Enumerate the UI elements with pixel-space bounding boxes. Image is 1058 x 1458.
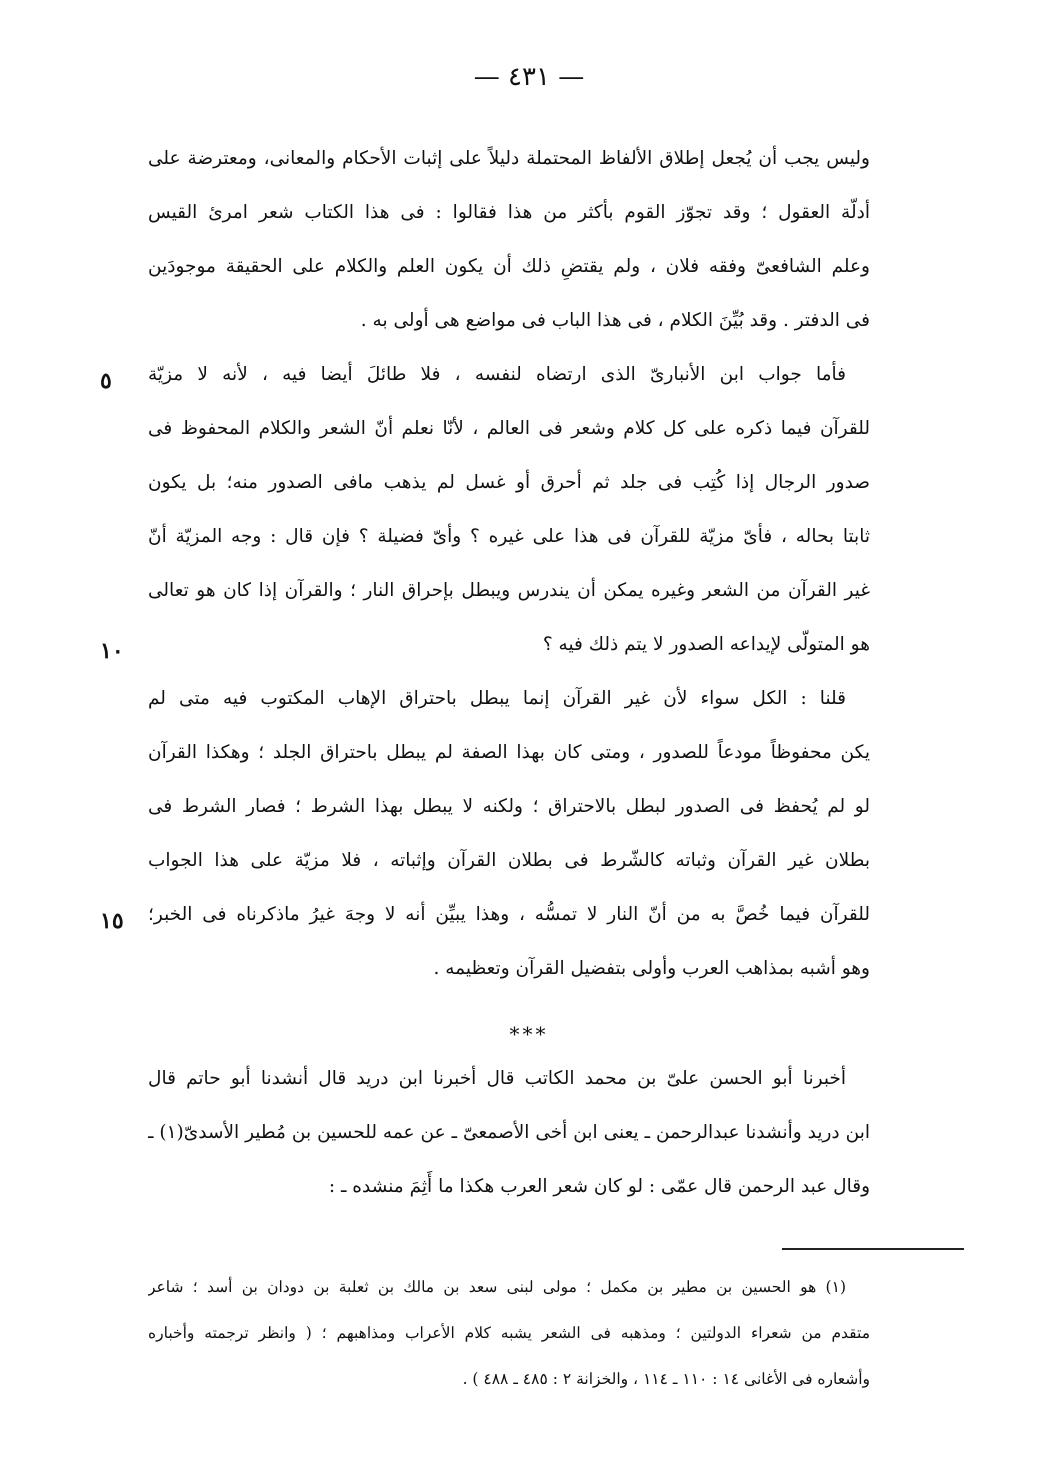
text-line: وعلم الشافعىّ وفقه فلان ، ولم يقتضِ ذلك أن يكون العلم والكلام على الحقيقة موجودَين [148, 256, 870, 277]
text-line: أدلّة العقول ؛ وقد تجوّز القوم بأكثر من هذا فقالوا : فى هذا الكتاب شعر امرئ القيس [148, 202, 870, 223]
text-line: يكن محفوظاً مودعاً للصدور ، ومتى كان بهذا الصفة لم يبطل باحتراق الجلد ؛ وهكذا القرآن [148, 742, 870, 763]
text-line: قلنا : الكل سواء لأن غير القرآن إنما يبطل باحتراق الإهاب المكتوب فيه متى لم [148, 688, 846, 709]
text-line: هو المتولّى لإيداعه الصدور لا يتم ذلك فيه ؟ [542, 634, 870, 655]
line-number-10: ١٠ [100, 638, 124, 664]
text-line: وليس يجب أن يُجعل إطلاق الألفاظ المحتملة دليلاً على إثبات الأحكام والمعانى، ومعترضة على [148, 148, 870, 169]
line-number-15: ١٥ [100, 908, 124, 934]
text-line: ثابتا بحاله ، فأىّ مزيّة للقرآن فى هذا على غيره ؟ وأىّ فضيلة ؟ فإن قال : وجه المزيّة أنّ [148, 526, 870, 547]
text-line: غير القرآن من الشعر وغيره يمكن أن يندرس ويبطل بإحراق النار ؛ والقرآن إذا كان هو تعالى [148, 580, 870, 601]
footnote-line: (١) هو الحسين بن مطير بن مكمل ؛ مولى لبنى سعد بن مالك بن ثعلبة بن دودان بن أسد ؛ شاعر [148, 1278, 846, 1296]
text-line: صدور الرجال إذا كُتِب فى جلد ثم أحرق أو غسل لم يذهب مافى الصدور منه؛ بل يكون [148, 472, 870, 493]
text-line: أخبرنا أبو الحسن علىّ بن محمد الكاتب قال أخبرنا ابن دريد قال أنشدنا أبو حاتم قال [148, 1068, 846, 1089]
text-line: للقرآن فيما ذكره على كل كلام وشعر فى العالم ، لأنّا نعلم أنّ الشعر والكلام المحفوظ فى [148, 418, 870, 439]
text-line: بطلان غير القرآن وثباته كالشّرط فى بطلان القرآن وإثباته ، فلا مزيّة على هذا الجواب [148, 850, 870, 871]
text-line: وهو أشبه بمذاهب العرب وأولى بتفضيل القرآن وتعظيمه . [433, 958, 870, 979]
text-line: ابن دريد وأنشدنا عبدالرحمن ـ يعنى ابن أخى الأصمعىّ ـ عن عمه للحسين بن مُطير الأسدىّ(١) ـ [148, 1122, 870, 1143]
text-line: فى الدفتر . وقد بُيِّنَ الكلام ، فى هذا الباب فى مواضع هى أولى به . [360, 310, 870, 331]
footnote-line: وأشعاره فى الأغانى ١٤ : ١١٠ ـ ١١٤ ، والخزانة ٢ : ٤٨٥ ـ ٤٨٨ ) . [462, 1370, 870, 1388]
footnote-rule [782, 1248, 964, 1250]
text-line: وقال عبد الرحمن قال عمّى : لو كان شعر العرب هكذا ما أَثِمَ منشده ـ : [328, 1176, 870, 1197]
page-number: — ٤٣١ — [473, 62, 585, 92]
text-line: لو لم يُحفظ فى الصدور لبطل بالاحتراق ؛ ولكنه لا يبطل بهذا الشرط ؛ فصار الشرط فى [148, 796, 870, 817]
text-line: فأما جواب ابن الأنبارىّ الذى ارتضاه لنفسه ، فلا طائلَ أيضا فيه ، لأنه لا مزيّة [148, 364, 846, 385]
section-separator: *** [509, 1022, 549, 1046]
line-number-5: ٥ [100, 368, 112, 394]
footnote-line: متقدم من شعراء الدولتين ؛ ومذهبه فى الشعر يشبه كلام الأعراب ومذاهبهم ؛ ( وانظر ترجمته وأخباره [148, 1324, 870, 1342]
text-line: للقرآن فيما خُصَّ به من أنّ النار لا تمسُّه ، وهذا يبيِّن أنه لا وجهَ غيرُ ماذكرناه فى الخبر؛ [148, 904, 870, 925]
